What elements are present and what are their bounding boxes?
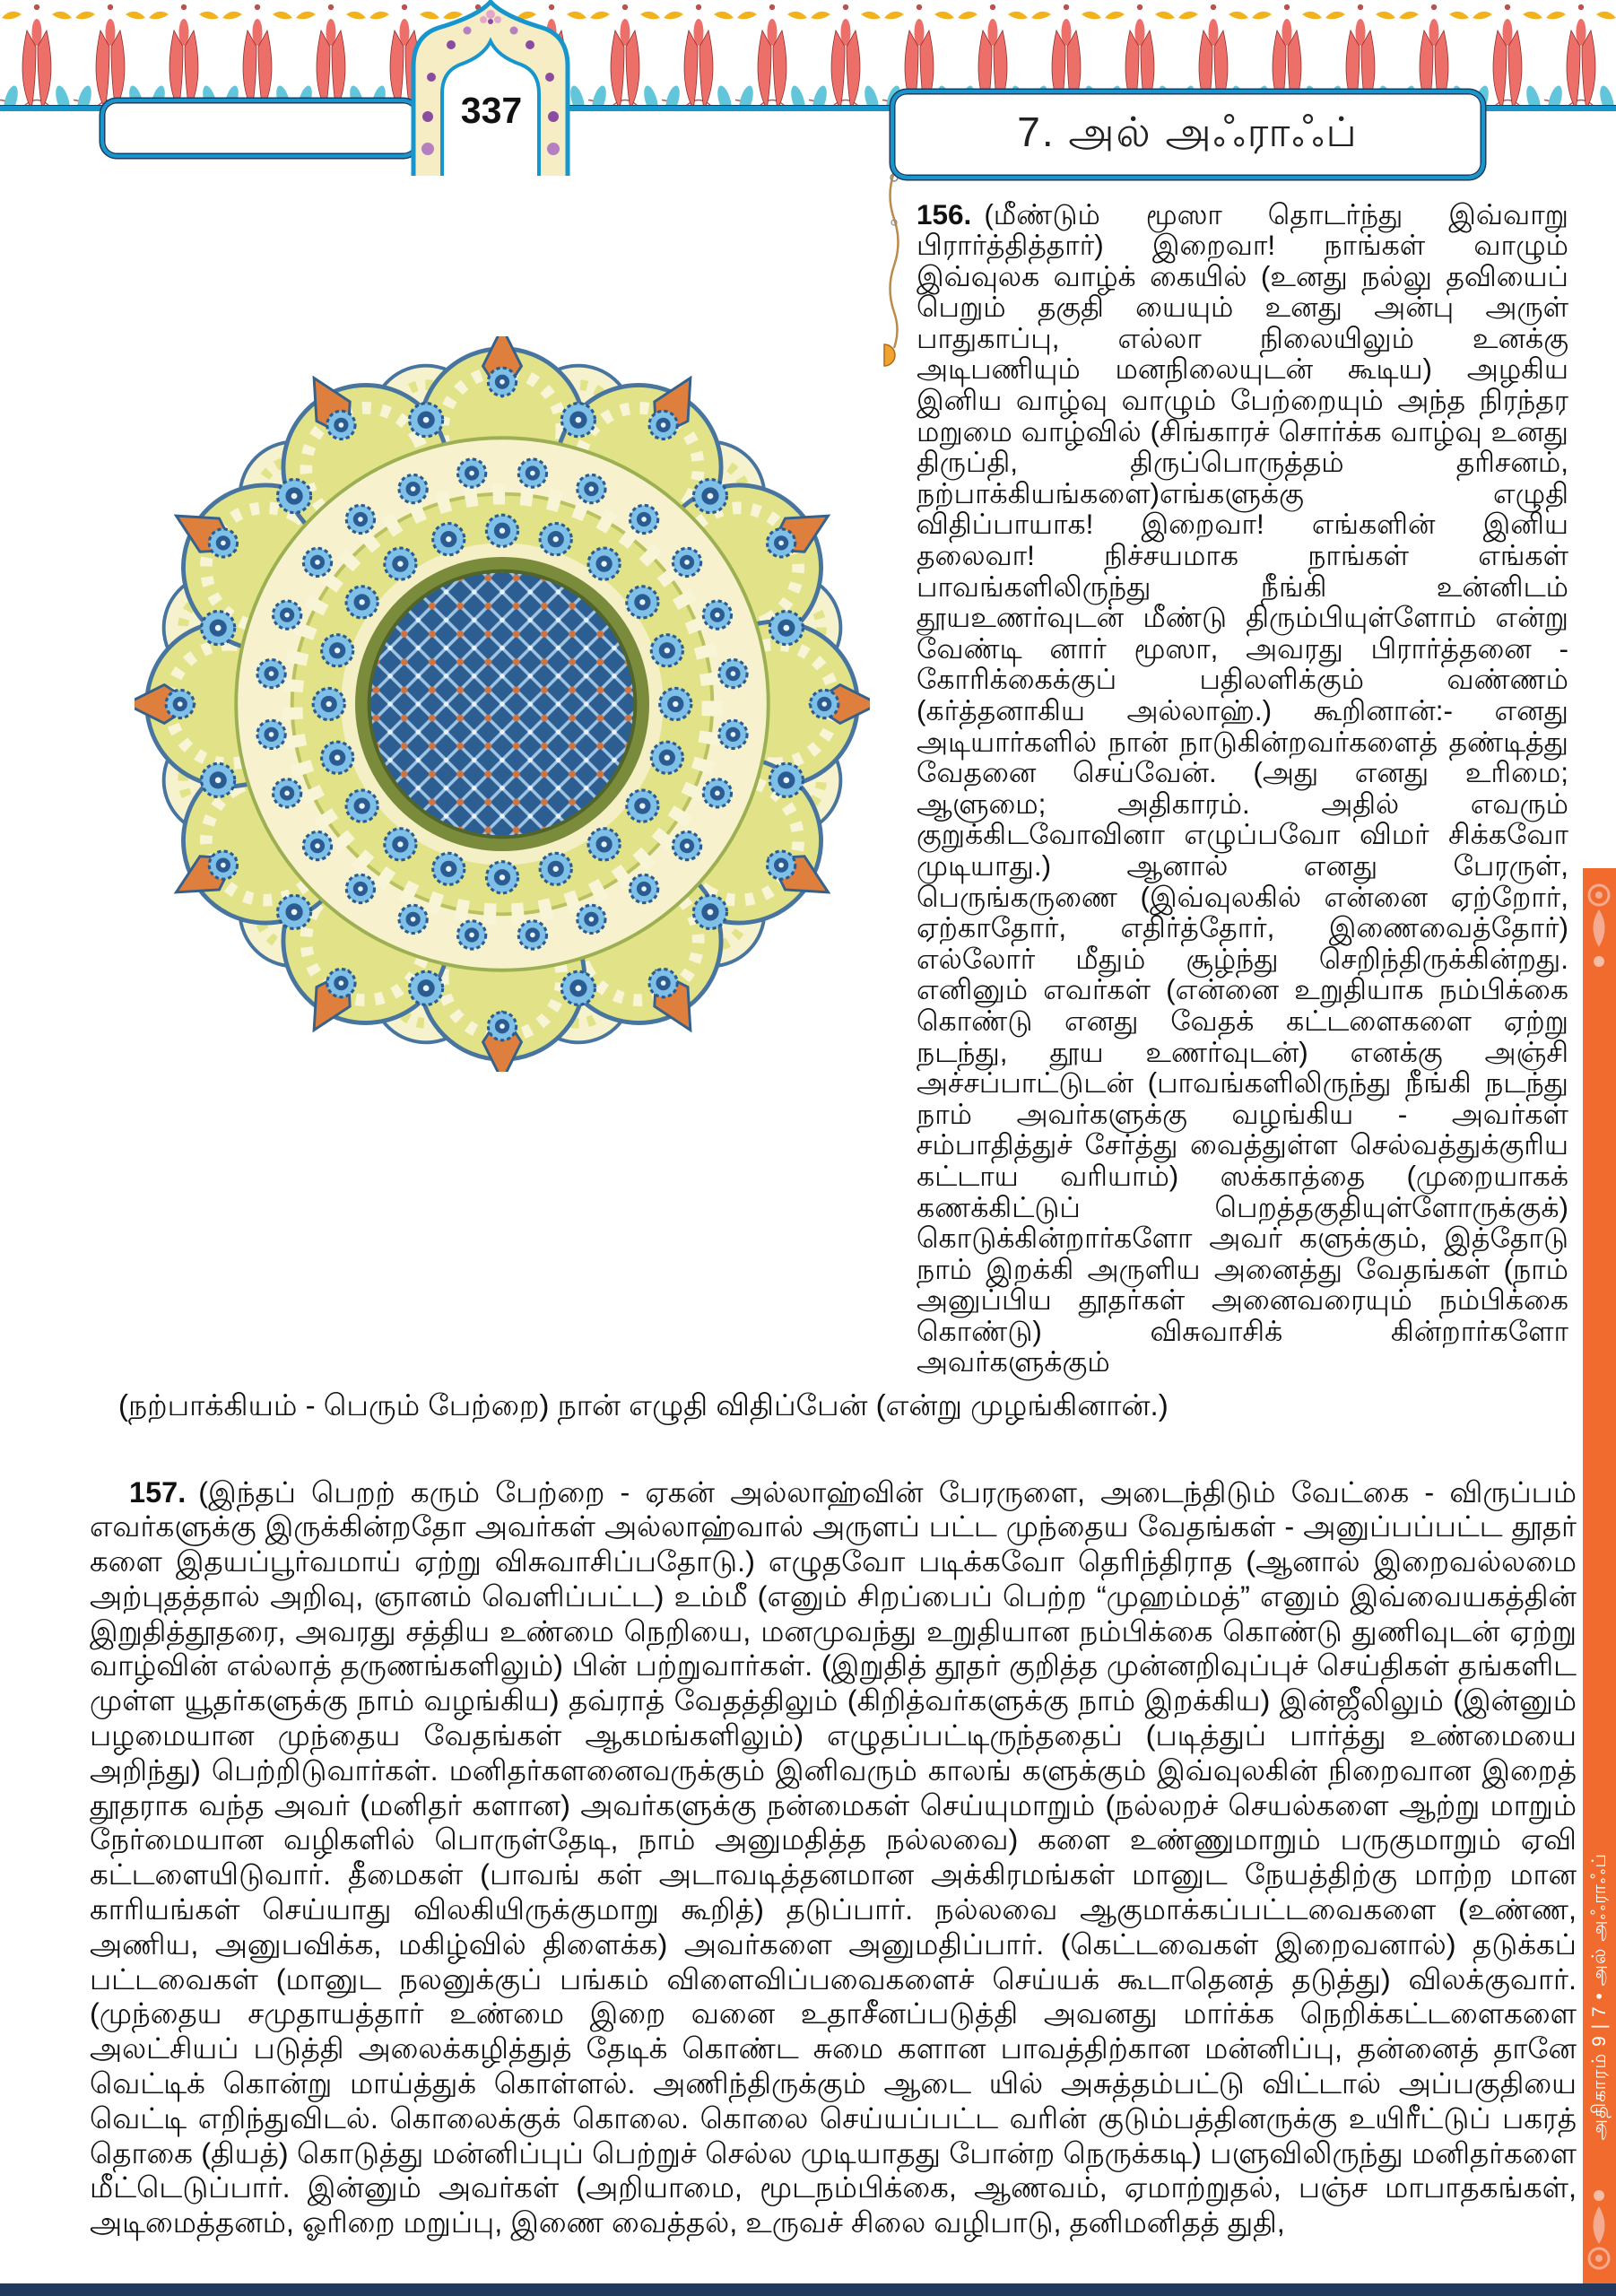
header-left-panel <box>100 99 420 158</box>
sidebar-flourish-top-icon <box>1583 875 1616 978</box>
verse-156-closing-line: (நற்பாக்கியம் - பெரும் பேற்றை) நான் எழுதி விதிப்பேன் (என்று முழங்கினான்.) <box>118 1388 1169 1422</box>
footer-navy-bar <box>0 2283 1616 2296</box>
sidebar-flourish-bottom-icon <box>1583 2188 1616 2278</box>
verse-157 <box>90 1475 1577 2248</box>
sidebar-chapter-label: அதிகாரம் 9 | 7 • அல் அஃராஃப் <box>1588 1852 1610 2140</box>
islamic-rosette-ornament <box>135 336 870 1072</box>
surah-title: 7. அல் அஃராஃப் <box>1017 108 1359 155</box>
ornate-arch-cartouche <box>408 0 574 176</box>
verse-156-number: 156. <box>917 197 972 230</box>
chapter-sidebar <box>1583 868 1616 2283</box>
verse-156 <box>917 199 1568 1405</box>
page-number: 337 <box>460 90 523 131</box>
top-ornamental-border <box>0 0 1616 179</box>
verse-157-number: 157. <box>129 1475 187 1509</box>
verse-157-text: (இந்தப் பெறற் கரும் பேற்றை - ஏகன் அல்லாஹ்வின் பேரருளை, அடைந்திடும் வேட்கை - விருப்பம் எவர்களுக்கு இருக்கின்றதோ அவர்கள் அல்லாஹ்வால் அருளப் பட்ட முந்தைய வேதங்கள் - அனுப்பப்பட்ட தூதர் களை இதயப்பூர்வமாய் ஏற்று விசுவாசிப்பதோடு.) எழுதவோ படிக்கவோ தெரிந்திராத (ஆனால் இறைவல்லமை அற்புதத்தால் அறிவு, ஞானம் வெளிப்பட்ட) உம்மீ (எனும் சிறப்பைப் பெற்ற “முஹம்மத்” எனும் இவ்வையகத்தின் இறுதித்தூதரை, அவரது சத்திய உண்மை நெறியை, மனமுவந்து உறுதியான நம்பிக்கை கொண்டு துணிவுடன் ஏற்று வாழ்வின் எல்லாத் தருணங்களிலும்) பின் பற்றுவார்கள். (இறுதித் தூதர் குறித்த முன்னறிவுப்புச் செய்திகள் தங்களிட முள்ள யூதர்களுக்கு நாம் வழங்கிய) தவ்ராத் வேதத்திலும் (கிறித்வர்களுக்கு நாம் இறக்கிய) இன்ஜீலிலும் (இன்னும் பழமையான முந்தைய வேதங்கள் ஆகமங்களிலும்) எழுதப்பட்டிருந்ததைப் (படித்துப் பார்த்து உண்மையை அறிந்து) பெற்றிடுவார்கள். மனிதர்களனைவருக்கும் இனிவரும் காலங் களுக்கும் இவ்வுலகின் நிறைவான இறைத் தூதராக வந்த அவர் (மனிதர் களான) அவர்களுக்கு நன்மைகள் செய்யுமாறும் (நல்லறச் செயல்களை ஆற்று மாறும் நேர்மையான வழிகளில் பொருள்தேடி, நாம் அனுமதித்த நல்லவை) களை உண்ணுமாறும் பருகுமாறும் ஏவி கட்டளையிடுவார். தீமைகள் (பாவங் கள் அடாவடித்தனமான அக்கிரமங்கள் மானுட நேயத்திற்கு மாற்ற மான காரியங்கள் செய்யாது விலகியிருக்குமாறு கூறித்) தடுப்பார். நல்லவை ஆகுமாக்கப்பட்டவைகளை (உண்ண, அணிய, அனுபவிக்க, மகிழ்வில் திளைக்க) அவர்களை அனுமதிப்பார். (கெட்டவைகள் இறைவனால்) தடுக்கப் பட்டவைகள் (மானுட நலனுக்குப் பங்கம் விளைவிப்பவைகளைச் செய்யக் கூடாதெனத் தடுத்து) விலக்குவார். (முந்தைய சமுதாயத்தார் உண்மை இறை வனை உதாசீனப்படுத்தி அவனது மார்க்க நெறிக்கட்டளைகளை அலட்சியப் படுத்தி அலைக்கழித்துத் தேடிக் கொண்ட சுமை களான பாவத்திற்கான மன்னிப்பு, தன்னைத் தானே வெட்டிக் கொன்று மாய்த்துக் கொள்ளல். அணிந்திருக்கும் ஆடை யில் அசுத்தம்பட்டு விட்டால் அப்பகுதியை வெட்டி எறிந்துவிடல். கொலைக்குக் கொலை. கொலை செய்யப்பட்ட வரின் குடும்பத்தினருக்கு உயிரீட்டுப் பகரத் தொகை (தியத்) கொடுத்து மன்னிப்புப் பெற்றுச் செல்ல முடியாதது போன்ற நெருக்கடி) பளுவிலிருந்து மனிதர்களை மீட்டெடுப்பார். இன்னும் அவர்கள் (அறியாமை, மூடநம்பிக்கை, ஆணவம், ஏமாற்றுதல், பஞ்ச மாபாதகங்கள், அடிமைத்தனம், ஓரிறை மறுப்பு, இணை வைத்தல், உருவச் சிலை வழிபாடு, தனிமனிதத் துதி, <box>90 1475 1577 2239</box>
margin-ornament <box>882 169 906 382</box>
surah-title-panel <box>891 90 1485 179</box>
verse-156-text: (மீண்டும் மூஸா தொடர்ந்து இவ்வாறு பிரார்த்தித்தார்) இறைவா! நாங்கள் வாழும் இவ்வுலக வாழ்க் கையில் (உனது நல்லு தவியைப் பெறும் தகுதி யையும் உனது அன்பு அருள் பாதுகாப்பு, எல்லா நிலையிலும் உனக்கு அடிபணியும் மனநிலையுடன் கூடிய) அழகிய இனிய வாழ்வு வாழும் பேற்றையும் அந்த நிரந்தர மறுமை வாழ்வில் (சிங்காரச் சொர்க்க வாழ்வு உனது திருப்தி, திருப்பொருத்தம் தரிசனம், நற்பாக்கியங்களை)எங்களுக்கு எழுதி விதிப்பாயாக! இறைவா! எங்களின் இனிய தலைவா! நிச்சயமாக நாங்கள் எங்கள் பாவங்களிலிருந்து நீங்கி உன்னிடம் தூயஉணர்வுடன் மீண்டு திரும்பியுள்ளோம் என்று வேண்டி னார் மூஸா, அவரது பிரார்த்தனை - கோரிக்கைக்குப் பதிலளிக்கும் வண்ணம் (கர்த்தனாகிய அல்லாஹ்.) கூறினான்:- எனது அடியார்களில் நான் நாடுகின்றவர்களைத் தண்டித்து வேதனை செய்வேன். (அது எனது உரிமை; ஆளுமை; அதிகாரம். அதில் எவரும் குறுக்கிடவோவினா எழுப்பவோ விமர் சிக்கவோ முடியாது.) ஆனால் எனது பேரருள், பெருங்கருணை (இவ்வுலகில் என்னை ஏற்றோர், ஏற்காதோர், எதிர்த்தோர், இணைவைத்தோர்) எல்லோர் மீதும் சூழ்ந்து செறிந்திருக்கின்றது. எனினும் எவர்கள் (என்னை உறுதியாக நம்பிக்கை கொண்டு எனது வேதக் கட்டளைகளை ஏற்று நடந்து, தூய உணர்வுடன்) எனக்கு அஞ்சி அச்சப்பாட்டுடன் (பாவங்களிலிருந்து நீங்கி நடந்து நாம் அவர்களுக்கு வழங்கிய - அவர்கள் சம்பாதித்துச் சேர்த்து வைத்துள்ள செல்வத்துக்குரிய கட்டாய வரியாம்) ஸக்காத்தை (முறையாகக் கணக்கிட்டுப் பெறத்தகுதியுள்ளோருக்குக்) கொடுக்கின்றார்களோ அவர் களுக்கும், இத்தோடு நாம் இறக்கி அருளிய அனைத்து வேதங்கள் (நாம் அனுப்பிய தூதர்கள் அனைவரையும் நம்பிக்கை கொண்டு) விசுவாசிக் கின்றார்களோ அவர்களுக்கும் <box>917 197 1568 1378</box>
